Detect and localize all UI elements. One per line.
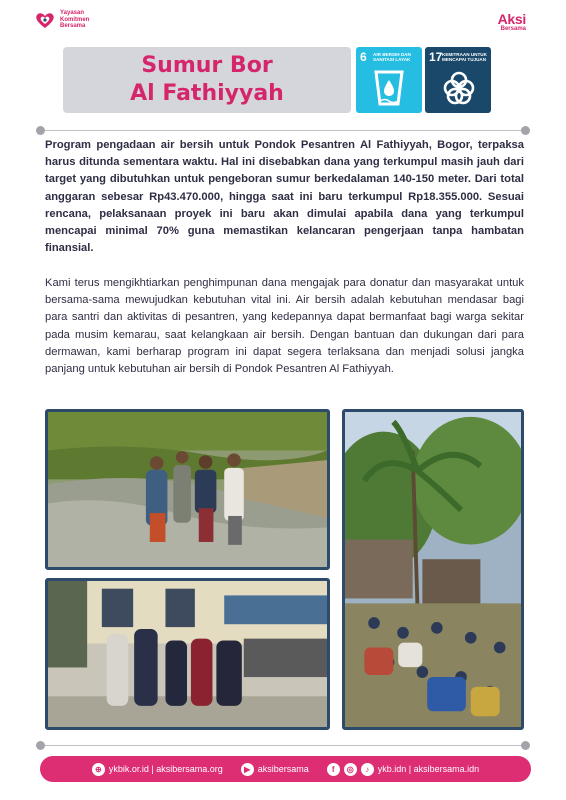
globe-icon: ⊕	[92, 763, 105, 776]
instagram-icon: ◎	[344, 763, 357, 776]
footer-bar	[40, 756, 531, 782]
top-divider	[40, 130, 526, 131]
youtube-icon: ▶	[241, 763, 254, 776]
org-logo-line: Komitmen	[60, 16, 90, 23]
footer-youtube	[241, 763, 309, 776]
sdg-number: 6	[360, 50, 367, 64]
org-logo-icon	[34, 10, 56, 30]
sdg-label: KEMITRAAN UNTUK MENCAPAI TUJUAN	[442, 52, 487, 62]
org-logo-line: Yayasan	[60, 10, 85, 17]
org-logo-line: Bersama	[60, 23, 86, 30]
footer-social	[327, 763, 479, 776]
footer-social-text[interactable]: ykb.idn | aksibersama.idn	[377, 764, 480, 774]
bottom-divider	[40, 745, 526, 746]
paragraph-1: Program pengadaan air bersih untuk Pondok Pesantren Al Fathiyyah, Bogor, terpaksa harus ditunda sementara waktu. Hal ini disebabkan dana yang terkumpul masih jauh dari target yang dibutuhkan untuk pengeboran sumur berkedalaman 140-150 meter. Dari total anggaran sebesar Rp43.470.000, hingga saat ini baru terkumpul Rp18.355.000. Sesuai rencana, pelaksanaan proyek ini baru akan dimulai apabila dana yang terkumpul mencapai minimal 70% guna memastikan kelancaran pengerjaan tanpa hambatan finansial.	[45, 139, 524, 255]
org-logo-text	[60, 10, 89, 30]
title-line-2: Al Fathiyyah	[130, 81, 284, 106]
footer-website-text[interactable]: ykbik.or.id | aksibersama.org	[108, 764, 223, 774]
tiktok-icon: ♪	[361, 763, 374, 776]
sdg-17-badge	[425, 47, 491, 113]
brand-logo	[498, 12, 526, 33]
sdg-label: AIR BERSIH DAN SANITASI LAYAK	[373, 52, 411, 62]
title-line-1: Sumur Bor	[141, 53, 273, 78]
paragraph-2: Kami terus mengikhtiarkan penghimpunan dana mengajak para donatur dan masyarakat untuk bersama-sama mewujudkan kebutuhan vital ini. Air bersih adalah kebutuhan mendasar bagi para santri dan aktivitas di pesantren, yang kedepannya dapat bermanfaat bagi warga sekitar pada musim kemarau, saat kelangkaan air bersih. Dengan bantuan dan dukungan dari para dermawan, kami berharap program ini dapat segera terlaksana dan menjadi solusi jangka panjang untuk kebutuhan air bersih di Pondok Pesantren Al Fathiyyah.	[45, 277, 524, 376]
brand-logo-main: Aksi	[497, 11, 526, 27]
photo-stream-group	[45, 409, 330, 570]
facebook-icon: f	[327, 763, 340, 776]
partnership-rings-icon	[442, 69, 476, 107]
page-title	[63, 47, 351, 113]
water-drop-glass-icon	[373, 69, 405, 107]
photo-students-building	[45, 578, 330, 730]
footer-youtube-text[interactable]: aksibersama	[257, 764, 309, 774]
brand-logo-sub: Bersama	[500, 26, 526, 32]
footer-website	[92, 763, 223, 776]
org-logo	[34, 10, 89, 30]
photo-community-gathering	[342, 409, 524, 730]
sdg-6-badge	[356, 47, 422, 113]
sdg-number: 17	[429, 50, 443, 64]
